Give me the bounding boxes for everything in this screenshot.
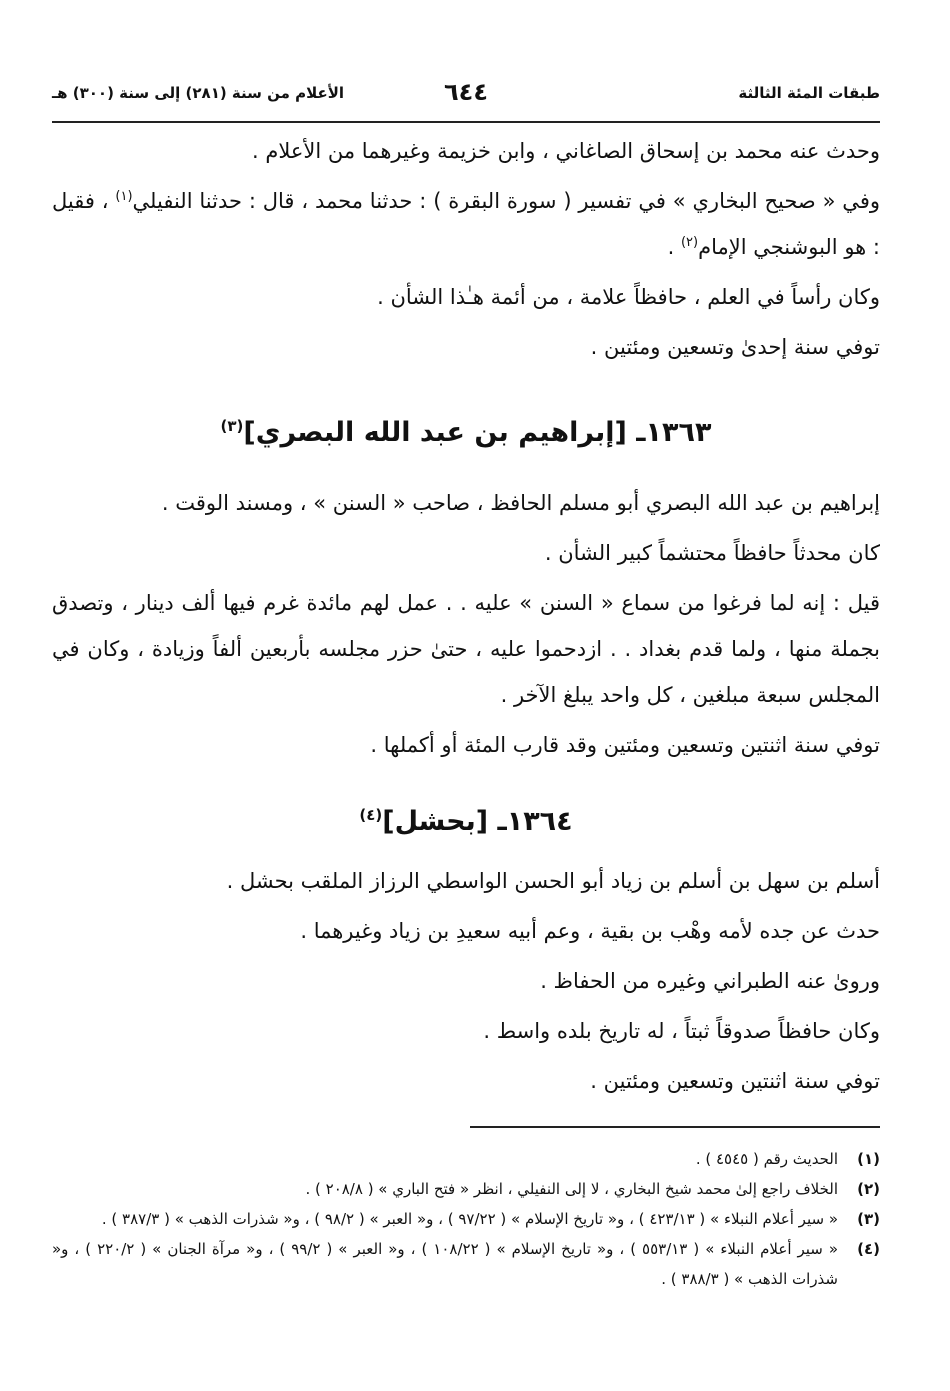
paragraph: توفي سنة اثنتين وتسعين ومئتين وقد قارب المئة أو أكملها . bbox=[370, 733, 880, 757]
paragraph: كان محدثاً حافظاً محتشماً كبير الشأن . bbox=[544, 541, 880, 565]
entry-body-1364 bbox=[52, 858, 880, 1108]
footnote-text: الحديث رقم ( ٤٥٤٥ ) . bbox=[695, 1150, 838, 1168]
footnote-item bbox=[52, 1204, 880, 1234]
footnote-number: (٢) bbox=[857, 1180, 880, 1198]
page-number: ٦٤٤ bbox=[444, 78, 488, 106]
text-run: ، فقيل : هو البوشنجي الإمام bbox=[52, 189, 880, 259]
paragraph: حدث عن جده لأمه وهْب بن بقية ، وعم أبيه سعيدِ بن زياد وغيرهما . bbox=[300, 919, 880, 943]
footnote-item bbox=[52, 1144, 880, 1174]
footnote-text: « سير أعلام النبلاء » ( ٥٥٣/١٣ ) ، و« تاريخ الإسلام » ( ١٠٨/٢٢ ) ، و« العبر » ( ٩٩/٢ ) ، و« مرآة الجنان » ( ٢٢٠/٢ ) ، و« شذرات الذهب » ( ٣٨٨/٣ ) . bbox=[52, 1240, 839, 1288]
entry-body-1363 bbox=[52, 480, 880, 772]
entry-heading-text: ١٣٦٣ـ [إبراهيم بن عبد الله البصري] bbox=[243, 417, 712, 448]
footnote-number: (٣) bbox=[857, 1210, 880, 1228]
entry-title-1364 bbox=[52, 806, 880, 837]
entry-heading-text: ١٣٦٤ـ [بحشل] bbox=[382, 806, 573, 837]
header-section-title: طبقات المئة الثالثة bbox=[738, 84, 880, 102]
header-divider bbox=[52, 121, 880, 123]
previous-entry-continuation bbox=[52, 128, 880, 374]
footnote-item bbox=[52, 1234, 880, 1294]
entry-title-1363 bbox=[52, 417, 880, 448]
footnote-divider bbox=[470, 1126, 880, 1128]
paragraph: وحدث عنه محمد بن إسحاق الصاغاني ، وابن خزيمة وغيرهما من الأعلام . bbox=[251, 139, 880, 163]
header-range-title: الأعلام من سنة (٢٨١) إلى سنة (٣٠٠) هـ bbox=[52, 84, 345, 102]
footnote-item bbox=[52, 1174, 880, 1204]
paragraph: وكان حافظاً صدوقاً ثبتاً ، له تاريخ بلده واسط . bbox=[483, 1019, 880, 1043]
footnote-number: (٤) bbox=[857, 1240, 880, 1258]
footnote-ref: (٤) bbox=[359, 806, 383, 824]
text-run: وفي « صحيح البخاري » في تفسير ( سورة البقرة ) : حدثنا محمد ، قال : حدثنا النفيلي bbox=[132, 189, 880, 213]
paragraph: أسلم بن سهل بن أسلم بن زياد أبو الحسن الواسطي الرزاز الملقب بحشل . bbox=[226, 869, 880, 893]
paragraph: وكان رأساً في العلم ، حافظاً علامة ، من أئمة هـٰذا الشأن . bbox=[377, 285, 880, 309]
paragraph: توفي سنة إحدىٰ وتسعين ومئتين . bbox=[590, 335, 880, 359]
footnote-ref: (٣) bbox=[220, 417, 244, 435]
entry-heading bbox=[52, 806, 880, 837]
running-header bbox=[52, 78, 880, 112]
footnote-text: « سير أعلام النبلاء » ( ٤٢٣/١٣ ) ، و« تاريخ الإسلام » ( ٩٧/٢٢ ) ، و« العبر » ( ٩٨/٢ ) ، و« شذرات الذهب » ( ٣٨٧/٣ ) . bbox=[101, 1210, 838, 1228]
paragraph: قيل : إنه لما فرغوا من سماع « السنن » عليه . . عمل لهم مائدة غرم فيها ألف دينار ، وتصدق بجملة منها ، ولما قدم بغداد . . ازدحموا عليه ، حتىٰ حزر مجلسه بأربعين ألفاً وزيادة ، وكان في المجلس سبعة مبلغين ، كل واحد يبلغ الآخر . bbox=[52, 591, 880, 707]
footnote-number: (١) bbox=[857, 1150, 880, 1168]
footnote-text: الخلاف راجع إلىٰ محمد شيخ البخاري ، لا إلى النفيلي ، انظر « فتح الباري » ( ٢٠٨/٨ ) . bbox=[305, 1180, 838, 1198]
footnote-ref: (١) bbox=[115, 189, 133, 204]
paragraph bbox=[52, 178, 880, 270]
paragraph: وروىٰ عنه الطبراني وغيره من الحفاظ . bbox=[540, 969, 880, 993]
text-run: . bbox=[667, 235, 681, 259]
footnotes bbox=[52, 1144, 880, 1294]
paragraph: توفي سنة اثنتين وتسعين ومئتين . bbox=[590, 1069, 880, 1093]
paragraph: إبراهيم بن عبد الله البصري أبو مسلم الحافظ ، صاحب « السنن » ، ومسند الوقت . bbox=[161, 491, 880, 515]
footnote-ref: (٢) bbox=[680, 235, 699, 250]
entry-heading bbox=[52, 417, 880, 448]
